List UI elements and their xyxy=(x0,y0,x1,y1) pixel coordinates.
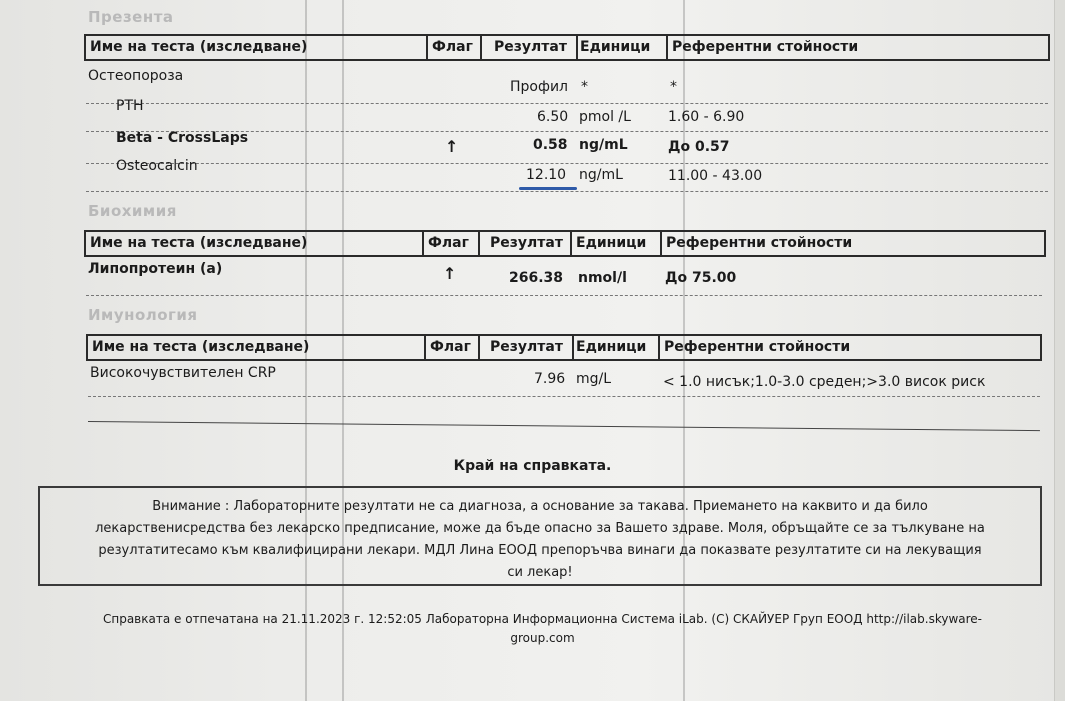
section-title-biohimia: Биохимия xyxy=(88,202,177,220)
test-reference: * xyxy=(670,79,677,95)
row-divider xyxy=(86,295,1042,296)
test-reference: До 0.57 xyxy=(668,139,730,155)
header-units: Единици xyxy=(580,39,651,55)
column-divider xyxy=(426,36,428,59)
header-flag: Флаг xyxy=(428,235,469,251)
row-divider xyxy=(86,163,1048,164)
column-divider xyxy=(478,336,480,359)
footer-line: Справката е отпечатана на 21.11.2023 г. 12:52:05 Лабораторна Информационна Система iLab. (С) СКАЙУЕР Груп ЕООД http://ilab.skyware- xyxy=(102,612,982,626)
column-divider xyxy=(576,36,578,59)
column-divider xyxy=(658,336,660,359)
disclaimer-line: резултатитесамо към квалифицирани лекари. МДЛ Лина ЕООД препоръчва винаги да показвате резултатите си на лекуващия xyxy=(98,543,982,558)
row-divider xyxy=(86,103,1048,104)
header-reference: Референтни стойности xyxy=(672,39,859,55)
test-result: Профил xyxy=(510,79,568,95)
test-name: Osteocalcin xyxy=(116,158,198,174)
header-flag: Флаг xyxy=(432,39,473,55)
header-test-name: Име на теста (изследване) xyxy=(90,39,308,55)
row-divider xyxy=(88,396,1040,397)
table-header xyxy=(84,230,1046,257)
disclaimer-line: лекарственисредства без лекарско предписание, може да бъде опасно за Вашето здраве. Моля, обръщайте се за тълкуване на xyxy=(95,521,985,536)
header-units: Единици xyxy=(576,235,647,251)
section-title-imunologia: Имунология xyxy=(88,306,198,324)
header-result: Резултат xyxy=(490,339,563,355)
column-divider xyxy=(572,336,574,359)
pen-underline xyxy=(519,187,577,190)
test-units: ng/mL xyxy=(579,137,628,153)
flag-up-icon: ↑ xyxy=(443,264,457,283)
disclaimer-line: Внимание : Лабораторните резултати не са диагноза, а основание за такава. Приемането на каквито и да било xyxy=(152,499,928,514)
test-result: 266.38 xyxy=(509,270,564,286)
test-units: mg/L xyxy=(576,371,612,387)
column-divider xyxy=(480,36,482,59)
table-header xyxy=(86,334,1042,361)
test-units: pmol /L xyxy=(579,109,631,125)
column-divider xyxy=(424,336,426,359)
end-of-report: Край на справката. xyxy=(453,458,612,474)
column-divider xyxy=(422,232,424,255)
header-flag: Флаг xyxy=(430,339,471,355)
test-reference: 1.60 - 6.90 xyxy=(668,109,745,125)
header-test-name: Име на теста (изследване) xyxy=(92,339,310,355)
print-footer xyxy=(50,610,1035,648)
section-title-prezenta: Презента xyxy=(88,8,174,26)
column-divider xyxy=(666,36,668,59)
footer-line: group.com xyxy=(510,631,575,645)
test-name: Високочувствителен CRP xyxy=(90,365,276,381)
test-reference: 11.00 - 43.00 xyxy=(668,168,763,184)
header-reference: Референтни стойности xyxy=(666,235,853,251)
paper-edge xyxy=(1054,0,1065,701)
test-result: 0.58 xyxy=(533,137,568,153)
header-result: Резултат xyxy=(494,39,567,55)
column-divider xyxy=(570,232,572,255)
header-test-name: Име на теста (изследване) xyxy=(90,235,308,251)
row-divider xyxy=(86,191,1048,192)
header-result: Резултат xyxy=(490,235,563,251)
test-result: 12.10 xyxy=(526,167,567,183)
test-result: 6.50 xyxy=(537,109,569,125)
test-units: nmol/l xyxy=(578,270,627,286)
disclaimer-line: си лекар! xyxy=(507,565,573,580)
test-name: Липопротеин (а) xyxy=(88,261,223,277)
test-units: * xyxy=(581,79,588,95)
header-units: Единици xyxy=(576,339,647,355)
column-divider xyxy=(478,232,480,255)
test-reference: < 1.0 нисък;1.0-3.0 среден;>3.0 висок риск xyxy=(663,374,986,390)
test-result: 7.96 xyxy=(534,371,566,387)
disclaimer-box xyxy=(38,486,1042,586)
test-name: PTH xyxy=(116,98,144,114)
test-units: ng/mL xyxy=(579,167,623,183)
flag-up-icon: ↑ xyxy=(445,137,459,156)
table-header xyxy=(84,34,1050,61)
column-divider xyxy=(660,232,662,255)
test-reference: До 75.00 xyxy=(665,270,737,286)
header-reference: Референтни стойности xyxy=(664,339,851,355)
test-name: Beta - CrossLaps xyxy=(116,130,249,146)
test-name: Остеопороза xyxy=(88,68,184,84)
